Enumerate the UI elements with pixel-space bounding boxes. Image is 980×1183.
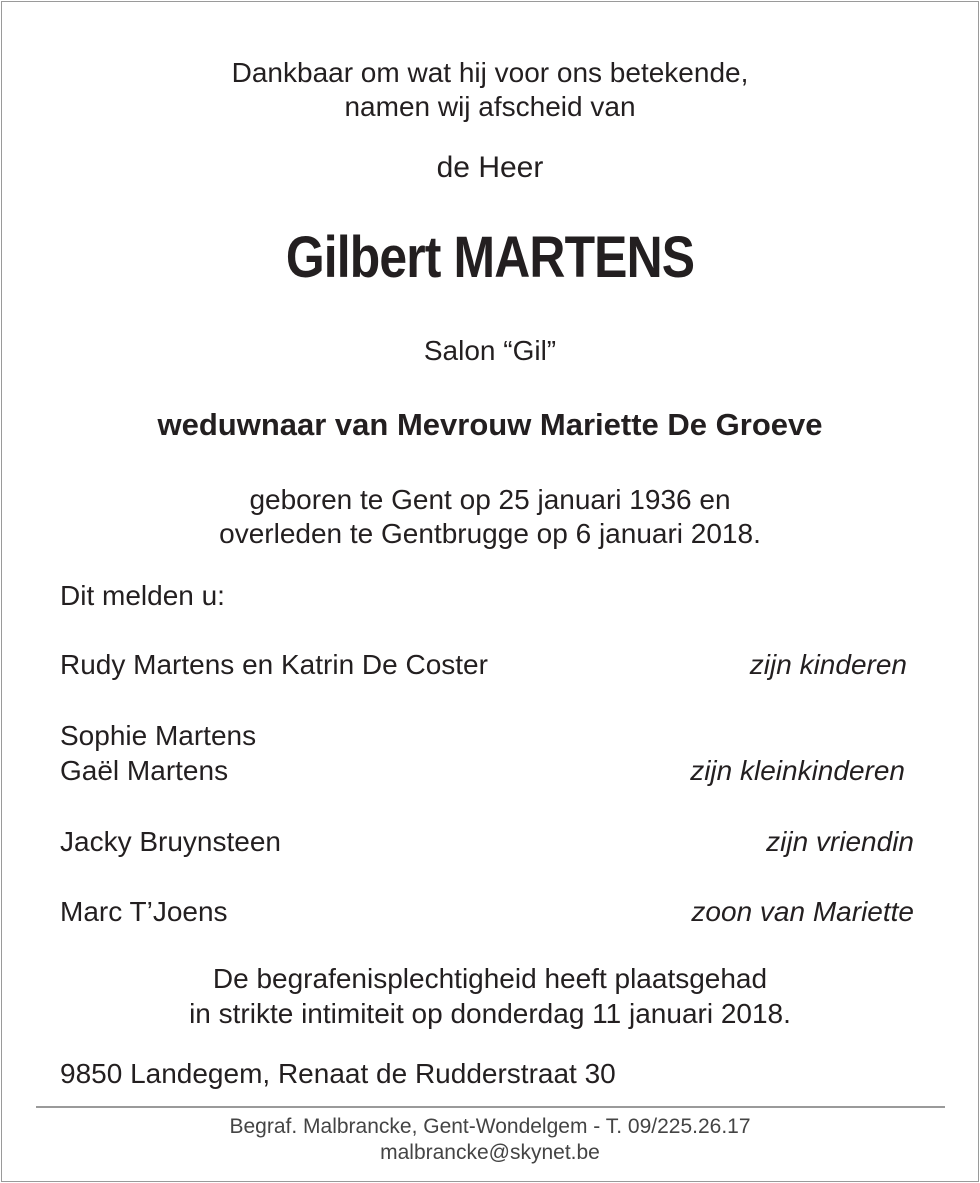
funeral-home-info (2, 1114, 978, 1166)
mourner-relation: zoon van Mariette (691, 896, 914, 927)
intro-text (2, 56, 978, 124)
footer-divider (36, 1106, 945, 1108)
ceremony-line-1: De begrafenisplechtigheid heeft plaatsgehad (212, 963, 768, 994)
honorific: de Heer (436, 151, 544, 184)
mourner-relation: zijn kinderen (749, 649, 907, 680)
death-line: overleden te Gentbrugge op 6 januari 2018. (219, 518, 761, 549)
nickname: Salon “Gil” (423, 335, 557, 366)
mourner-name: Jacky Bruynsteen (60, 826, 281, 857)
death-notice (1, 1, 979, 1182)
deceased-name: Gilbert MARTENS (285, 225, 695, 290)
mourner-relation: zijn kleinkinderen (690, 755, 905, 786)
ceremony-line-2: in strikte intimiteit op donderdag 11 januari 2018. (189, 998, 791, 1029)
mourner-name: Gaël Martens (60, 755, 229, 786)
mourner-name: Rudy Martens en Katrin De Coster (60, 649, 488, 680)
birth-line: geboren te Gent op 25 januari 1936 en (249, 484, 731, 515)
intro-line-1: Dankbaar om wat hij voor ons betekende, (231, 57, 749, 88)
funeral-home-email: malbrancke@skynet.be (380, 1141, 600, 1164)
mourner-relation: zijn vriendin (766, 826, 914, 857)
funeral-home-line: Begraf. Malbrancke, Gent-Wondelgem - T. 09/225.26.17 (229, 1115, 751, 1138)
mourner-name: Sophie Martens (60, 720, 257, 751)
address: 9850 Landegem, Renaat de Rudderstraat 30 (60, 1058, 616, 1089)
intro-line-2: namen wij afscheid van (344, 91, 636, 122)
mourner-name: Marc T’Joens (60, 896, 228, 927)
ceremony-text (2, 961, 978, 1031)
spouse-line: weduwnaar van Mevrouw Mariette De Groeve (157, 407, 823, 442)
announcement: Dit melden u: (60, 580, 225, 611)
life-dates (2, 483, 978, 551)
